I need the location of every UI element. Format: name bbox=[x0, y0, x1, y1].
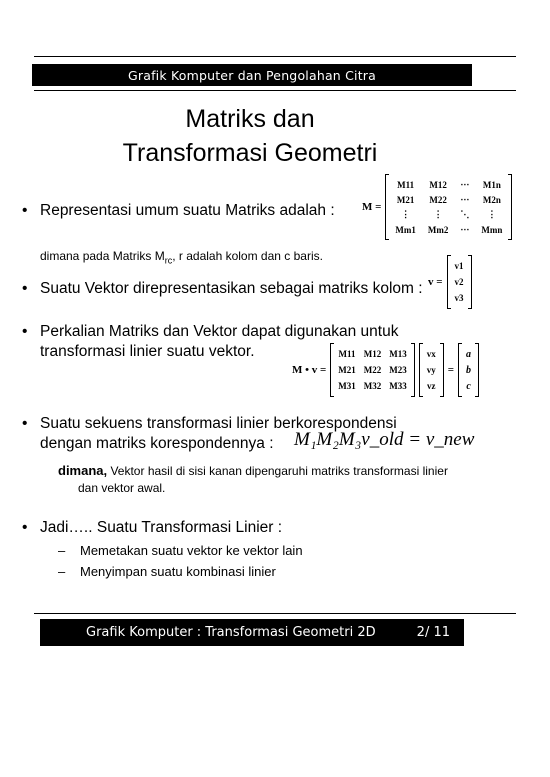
bracket-right bbox=[411, 343, 415, 397]
header-title: Grafik Komputer dan Pengolahan Citra bbox=[127, 67, 377, 83]
bullet-linear-transform-summary bbox=[22, 518, 282, 537]
sequence-note-bold: dimana, bbox=[58, 463, 108, 478]
matrix-cell: M13 bbox=[389, 349, 407, 359]
footer-bar bbox=[40, 619, 464, 646]
vector-cell: v1 bbox=[454, 261, 464, 271]
result-cell: c bbox=[466, 380, 471, 392]
matrix-cell: ⋯ bbox=[460, 194, 470, 204]
bullet-text: Suatu Vektor direpresentasikan sebagai matriks kolom : bbox=[40, 280, 423, 297]
bullet-dot-icon: • bbox=[22, 415, 28, 432]
bullet-continuation bbox=[40, 342, 255, 361]
bracket-right bbox=[440, 343, 444, 397]
bracket-right bbox=[508, 174, 512, 240]
result-cell: b bbox=[466, 364, 472, 376]
matrix-cell: ⋮ bbox=[487, 209, 497, 219]
dash-icon: – bbox=[58, 564, 66, 579]
slide-title-line2: Transformasi Geometri bbox=[122, 139, 378, 167]
equals-sign: = bbox=[447, 364, 455, 376]
vector-cell: vz bbox=[427, 381, 436, 391]
header-bar bbox=[32, 64, 472, 86]
matrix-note-subscript: rc bbox=[164, 255, 173, 266]
product-equation bbox=[288, 343, 479, 397]
header-rule-top bbox=[34, 56, 516, 57]
matrix-cell: Mm2 bbox=[427, 224, 449, 235]
matrix-cell: M32 bbox=[363, 381, 382, 391]
matrix-cell: M11 bbox=[338, 349, 356, 359]
vector-cell: vy bbox=[426, 365, 436, 375]
vector-cell: vx bbox=[426, 349, 436, 359]
matrix-note-text: dimana pada Matriks M bbox=[40, 249, 165, 263]
matrix-label: M = bbox=[362, 201, 382, 213]
bullet-dot-icon: • bbox=[22, 202, 28, 219]
slide-title-line1: Matriks dan bbox=[185, 105, 315, 133]
product-matrix-table bbox=[334, 346, 411, 394]
matrix-cell: ⋮ bbox=[401, 209, 411, 219]
sub-bullet-preserve bbox=[58, 564, 276, 580]
bullet-dot-icon: • bbox=[22, 280, 28, 297]
column-vector bbox=[424, 255, 472, 309]
dash-icon: – bbox=[58, 543, 66, 558]
matrix-cell: M2n bbox=[482, 194, 501, 205]
vector-cell: v2 bbox=[454, 277, 464, 287]
matrix-cell: M22 bbox=[363, 365, 382, 375]
sub-bullet-map bbox=[58, 543, 303, 559]
matrix-cell: M11 bbox=[397, 179, 415, 190]
matrix-note-text-2: , r adalah kolom dan c baris. bbox=[172, 249, 323, 263]
bracket-right bbox=[468, 255, 472, 309]
column-vector-table bbox=[451, 258, 468, 306]
result-vector-table bbox=[462, 346, 475, 394]
matrix-cell: ⋮ bbox=[433, 209, 443, 219]
page-number: 2/ 11 bbox=[416, 625, 450, 640]
matrix-cell: M21 bbox=[338, 365, 356, 375]
footer-title: Grafik Komputer : Transformasi Geometri 2D bbox=[86, 625, 376, 640]
product-vector-table bbox=[423, 346, 440, 394]
matrix-cell: Mm1 bbox=[395, 224, 416, 235]
matrix-cell: ⋯ bbox=[460, 224, 470, 234]
matrix-cell: Mmn bbox=[481, 224, 503, 235]
bullet-text: Representasi umum suatu Matriks adalah : bbox=[40, 202, 335, 219]
footer-rule bbox=[34, 613, 516, 614]
matrix-cell: M12 bbox=[363, 349, 382, 359]
bullet-general-matrix bbox=[22, 201, 335, 220]
vector-cell: v3 bbox=[454, 293, 464, 303]
bullet-text: Suatu sekuens transformasi linier berkorespondensi bbox=[40, 415, 397, 432]
bullet-dot-icon: • bbox=[22, 519, 28, 536]
bullet-matrix-vector-product bbox=[22, 322, 398, 341]
product-label: M • v = bbox=[292, 364, 327, 376]
matrix-cell: M23 bbox=[389, 365, 407, 375]
general-matrix-table bbox=[389, 177, 508, 237]
sequence-note bbox=[58, 463, 448, 479]
sequence-formula: M₁M₂M₃v_old = v_new bbox=[294, 429, 475, 450]
bullet-text: Jadi….. Suatu Transformasi Linier : bbox=[40, 519, 283, 536]
sub-bullet-text: Menyimpan suatu kombinasi linier bbox=[80, 564, 276, 579]
matrix-cell: M22 bbox=[429, 194, 447, 205]
bullet-text: transformasi linier suatu vektor. bbox=[40, 343, 255, 360]
result-cell: a bbox=[466, 348, 472, 360]
header-rule-bottom bbox=[34, 90, 516, 91]
sequence-note-text: Vektor hasil di sisi kanan dipengaruhi matriks transformasi linier bbox=[107, 464, 448, 478]
bullet-text: Perkalian Matriks dan Vektor dapat digunakan untuk bbox=[40, 323, 399, 340]
matrix-cell: ⋱ bbox=[460, 209, 470, 219]
matrix-cell: M31 bbox=[338, 381, 356, 391]
bullet-dot-icon: • bbox=[22, 323, 28, 340]
general-matrix bbox=[358, 174, 512, 240]
bullet-continuation bbox=[40, 434, 274, 453]
vector-label: v = bbox=[428, 276, 443, 288]
matrix-cell: M12 bbox=[429, 179, 447, 190]
matrix-cell: M21 bbox=[396, 194, 415, 205]
matrix-note bbox=[40, 249, 323, 268]
matrix-cell: M33 bbox=[389, 381, 407, 391]
bracket-right bbox=[475, 343, 479, 397]
matrix-cell: ⋯ bbox=[460, 179, 470, 189]
bullet-text: dengan matriks korespondennya : bbox=[40, 435, 274, 452]
sub-bullet-text: Memetakan suatu vektor ke vektor lain bbox=[80, 543, 303, 558]
bullet-column-vector bbox=[22, 279, 423, 298]
matrix-cell: M1n bbox=[482, 179, 501, 190]
sequence-note-line2: dan vektor awal. bbox=[78, 481, 166, 495]
